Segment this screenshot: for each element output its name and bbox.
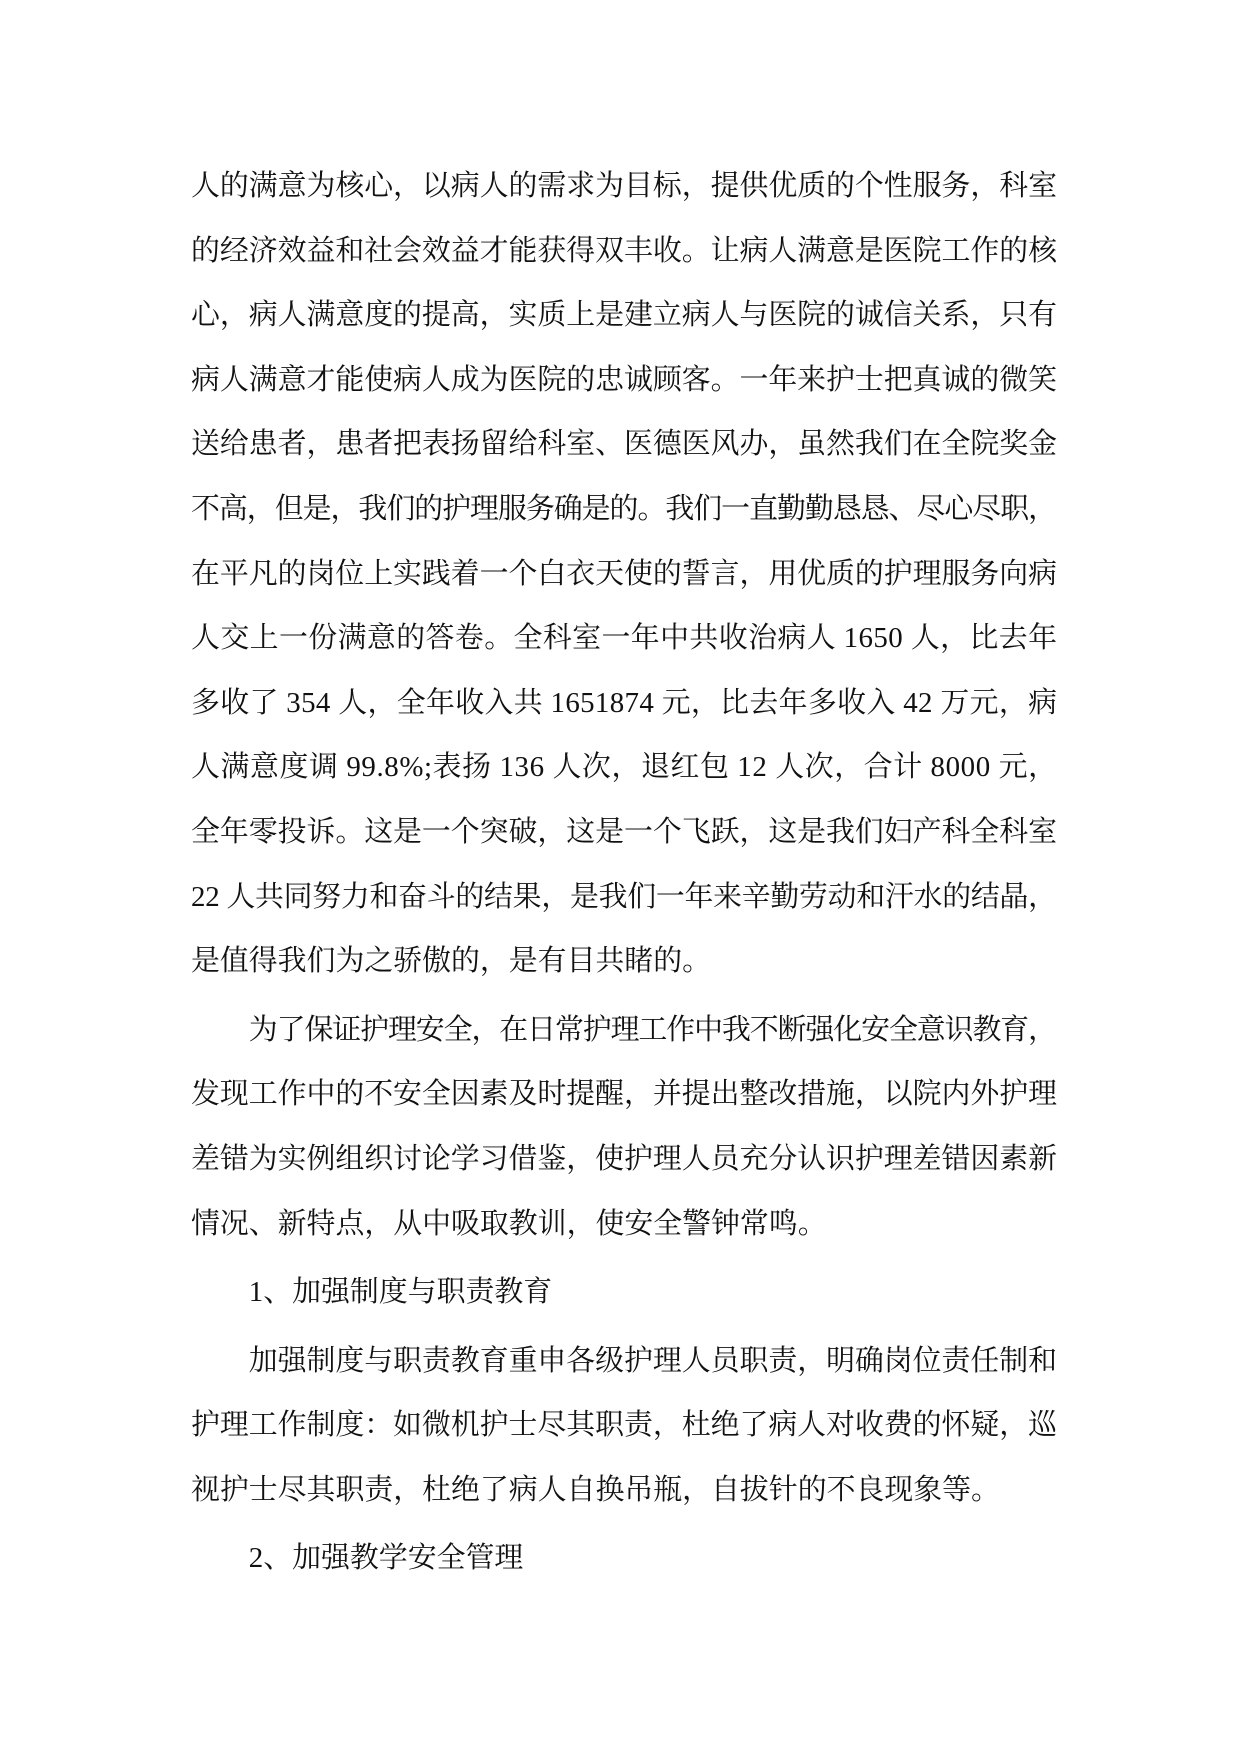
document-body (191, 154, 1057, 1591)
text-line: 护理工作制度：如微机护士尽其职责，杜绝了病人对收费的怀疑，巡 (191, 1409, 1057, 1442)
text-line: 加强制度与职责教育重申各级护理人员职责，明确岗位责任制和 (248, 1344, 1057, 1377)
text-line: 在平凡的岗位上实践着一个白衣天使的誓言，用优质的护理服务向病 (191, 557, 1057, 590)
section-heading-2 (191, 1526, 1057, 1591)
text-line: 病人满意才能使病人成为医院的忠诚顾客。一年来护士把真诚的微笑 (191, 363, 1057, 396)
text-line: 心，病人满意度的提高，实质上是建立病人与医院的诚信关系，只有 (191, 299, 1057, 332)
text-line: 发现工作中的不安全因素及时提醒，并提出整改措施，以院内外护理 (191, 1078, 1057, 1111)
paragraph-continued (191, 154, 1057, 994)
text-line: 送给患者，患者把表扬留给科室、医德医风办，虽然我们在全院奖金 (191, 428, 1057, 461)
paragraph-duty (191, 1329, 1057, 1523)
text-line: 22 人共同努力和奋斗的结果，是我们一年来辛勤劳动和汗水的结晶， (191, 880, 1057, 913)
text-line: 情况、新特点，从中吸取教训，使安全警钟常鸣。 (191, 1207, 827, 1240)
text-line: 人交上一份满意的答卷。全科室一年中共收治病人 1650 人，比去年 (191, 622, 1058, 655)
text-line: 是值得我们为之骄傲的，是有目共睹的。 (191, 945, 712, 978)
text-line: 多收了 354 人，全年收入共 1651874 元，比去年多收入 42 万元，病 (191, 686, 1058, 719)
heading-text: 2、加强教学安全管理 (248, 1542, 524, 1575)
section-heading-1 (191, 1260, 1057, 1325)
text-line: 视护士尽其职责，杜绝了病人自换吊瓶，自拔针的不良现象等。 (191, 1473, 1000, 1506)
text-line: 人满意度调 99.8%;表扬 136 人次，退红包 12 人次，合计 8000 元， (191, 751, 1058, 784)
text-line: 不高，但是，我们的护理服务确是的。我们一直勤勤恳恳、尽心尽职， (191, 492, 1057, 525)
heading-text: 1、加强制度与职责教育 (248, 1276, 553, 1309)
text-line: 为了保证护理安全，在日常护理工作中我不断强化安全意识教育， (248, 1013, 1056, 1046)
paragraph-safety (191, 998, 1057, 1256)
text-line: 全年零投诉。这是一个突破，这是一个飞跃，这是我们妇产科全科室 (191, 815, 1057, 848)
text-line: 差错为实例组织讨论学习借鉴，使护理人员充分认识护理差错因素新 (191, 1142, 1057, 1175)
text-line: 的经济效益和社会效益才能获得双丰收。让病人满意是医院工作的核 (191, 234, 1057, 267)
text-line: 人的满意为核心，以病人的需求为目标，提供优质的个性服务，科室 (191, 170, 1057, 202)
